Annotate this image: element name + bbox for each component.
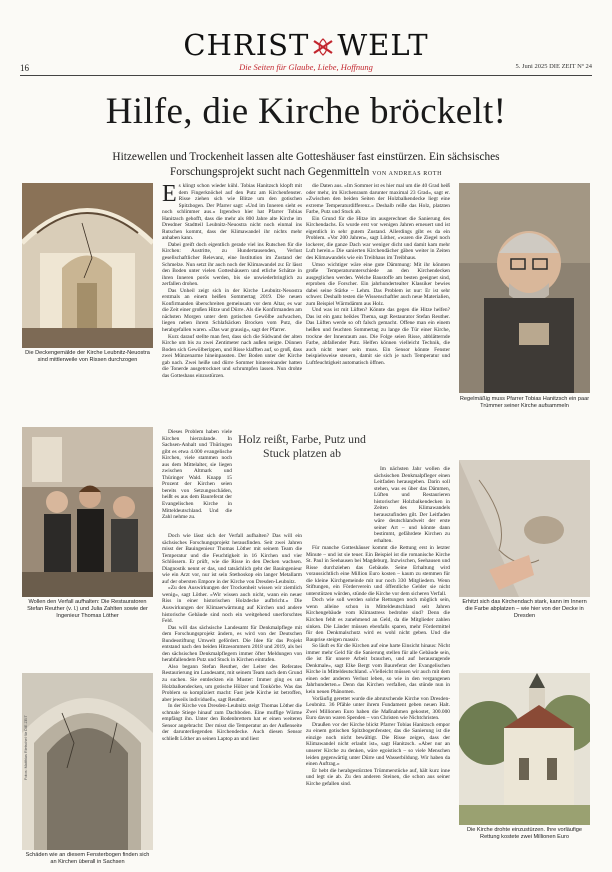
paragraph: Vorläufig gerettet wurde die abrutschende Kirche von Dresden-Leubnitz. 36 Pfähle unter ihrem Fundament geben neuen Halt. Zwei Millionen Euro haben die Maßnahmen gekostet, 300.000 Euro davon waren Spenden – von Christen wie Nichtchristen. <box>306 695 450 722</box>
photo-window <box>22 673 153 850</box>
paragraph: Doch wie lässt sich der Verfall aufhalten? Das will ein sächsisches Forschungsprojekt herausfinden. Seit zwei Jahren misst der Bauingenieur Thomas Löther mit seinem Team die Temperatur und die Feuchtigkeit in 16 Kirchen und vier Schlössern. Er prüft, wie die Risse in den Decken wachsen. Diagnostik nennt er das, und tatsächlich geht der Bauingenieur wie ein Arzt vor, nur ist sein Stethoskop ein langer Metallarm auf der obersten Empore in der Kirche von Dresden-Leubnitz. <box>162 533 302 585</box>
paragraph: Doch wie soll werden solche Rettungen noch möglich sein, wenn alleine schon in Mitteldeutschland seit Jahren Kirchengebäude vom Klimastress bedrohte sind? Denn die Kirchen fehlt es zunehmend an Geld, da die Mitglieder zahlen sinken. Die Länder müssen ebenfalls sparen, mehr Fördermittel für den Denkmalschutz wird es wohl nicht geben. Und die Bauprise steigen massiv. <box>306 597 450 643</box>
paragraph: die Daten aus. »Im Sommer ist es hier mal um die 40 Grad heiß oder mehr, im Kirchenraum darunter maximal 23 Grad«, sagt er. »Zwischen den beiden Seiten der Holzbalkendecke liegt eine extreme Temperaturdifferenz.« Deshalb reiße das Holz, platzten Farbe, Putz und Stuck ab. <box>306 183 450 216</box>
masthead-left: CHRIST <box>183 28 310 62</box>
paragraph: s klingt schon wieder kühl. Tobias Hanitzsch klopft mit dem Fingerknöchel auf den Putz am Kirchenfenster. Risse ziehen sich wie Blitze um den gotischen Spitzbogen. Der Pfarrer sagt: »Und im Inneren sieht es noch schlimmer aus.« Irgendwo hier hat Pfarrer Tobias Hanitzsch gehofft, dass die mehr als 800 Jahre alte Kirche im Dresdner Stadtteil Leubnitz-Neuostra nicht noch einmal ins Rutschen kommt, dass der Klimawandel ihr nichts mehr anhaben kann. <box>162 183 302 242</box>
body-column-2a <box>306 183 450 465</box>
paragraph: Und was ist mit Lüften? Könnte das gegen die Hitze helfen? Das ist ein ganz heikles Thema, sagt Restaurator Stefan Reuther. Das Lüften werde so oft falsch gemacht. Offene man ein einem heißen und feuchten Sommertag zu lange die Tür einer Kirche, trockne der Innenraum aus. Die Folge seien Risse, abblätternde Farbe, abfallender Putz. Helfen können vielleicht Technik, die auch nicht teuer sein muss. Ein Sensor könnte Fenster beispielsweise steuern, damit sie sich je nach Temperatur und Luftfeuchtigkeit automatisch öffnen. <box>306 307 450 366</box>
photo-credit: Fotos: Matthias Rietschel für DIE ZEIT <box>24 715 28 780</box>
body-column-1a <box>162 183 302 428</box>
section-tagline: Die Seiten für Glaube, Liebe, Hoffnung <box>239 62 373 72</box>
paragraph: Dabei greift doch eigentlich gerade viel ins Rutschen für die Kirchen: Austritte, zu Hundertausenden, Verlust gesellschaftlicher Relevanz, eine Institution im Zustand der Schmelze. Nun setzt ihr auch noch der Klimawandel zu: Er lässt den Boden unter vielen Gotteshäusern und etliche Schätze in ihren Inneren porös werden, bis sie unwiederbringlich zu zerfallen drohen. <box>162 241 302 288</box>
body-column-2c <box>306 545 450 853</box>
caption-pastor: Regelmäßig muss Pfarrer Tobias Hanitzsch ein paar Trümmer seiner Kirche aufsammeln <box>459 396 590 409</box>
photo-church <box>459 673 590 825</box>
caption-ceiling: Erhitzt sich das Kirchendach stark, kann im Innern die Farbe abplatzen – wie hier von der Decke in Dresden <box>462 599 587 619</box>
dropcap: E <box>162 183 177 207</box>
masthead <box>0 28 612 62</box>
caption-church: Die Kirche drohte einzustürzen. Ihre vorläufige Rettung kostete zwei Millionen Euro <box>466 827 583 840</box>
paragraph: Im nächsten Jahr wollen die sächsischen Denkmalpfleger einen Leitfaden herausgeben. Darin soll stehen, was es über das Dämmen, Lüften und Restaurieren historischer Holzbalkendecken in Zeiten des Klimawandels herauszufinden gilt. Der Leitfaden wäre deutschlandweit der erste seiner Art – und könnte dann bestimmt, gefährdete Kirchen zu erhalten. <box>374 466 450 544</box>
paragraph: Das will das sächsische Landesamt für Denkmalpflege mit dem Forschungsprojekt ändern, es wird von der Deutschen Bundesstiftung Umwelt gefördert. Die Idee für das Projekt entstand nach den beiden Hitzesommern 2018 und 2019, als bei den sächsischen Denkmalpflegern immer öfter Meldungen von herabfallendem Putz und Stuck in Kirchen eintrafen. <box>162 624 302 664</box>
deck-text: Hitzewellen und Trockenheit lassen alte Gotteshäuser fast einstürzen. Ein sächsisches Forschungsprojekt sucht nach Gegenmitteln <box>112 151 500 178</box>
paragraph: Draußen vor der Kirche blickt Pfarrer Tobias Hanitzsch empor zu einem gotischen Spitzbogenfenster, das die Sanierung ist die einzige noch nicht bewältigt. Die Risse zeigen, dass der Klimawandel nicht erlaubt ist«, sagt Hanitzsch. »Aber nur an unserer Kirche zu denken, wäre egoistisch – so viele Menschen leiden gegenwärtig unter Dürre und Wasserbildung. Wir haben da einen Auftrag.« <box>306 721 450 768</box>
body-column-1b <box>162 429 232 531</box>
paragraph: Kurz darauf stellte man fest, dass sich die Südwand der alten Kirche um bis zu zwei Zentimeter nach außen neigte. Dünnen Boden sich Gewölberippen, und Risse klafften auf, so groß, dass zwei Münzenarme hineinpassten. Der Boden unter der Kirche gab nach. Zwei heiße und dürre Sommer hintereinander hatten die Tonerde ausgetrocknet und schrumpfen lassen. Nun drohte das Gotteshaus einzustürzen. <box>162 333 302 379</box>
paragraph: Dieses Problem haben viele Kirchen hierzulande. In Sachsen-Anhalt und Thüringen gibt es etwa 4.000 evangelische Kirchen, viele stammen noch aus dem Mittelalter, sie liegen zwischen Altmark und Thüringer Wald. Knapp 15 Prozent der Kirchen seien bereits von Setzungsschäden, heißt es aus dem Baureferat der Evangelischen Kirche in Mitteldeutschland. Und die Zahl nehme zu. <box>162 429 232 521</box>
cross-logo-icon <box>311 37 335 57</box>
caption-team: Wollen den Verfall aufhalten: Die Restauratoren Stefan Reuther (v. l.) und Julia Zahlten sowie der Ingenieur Thomas Löther <box>27 599 148 619</box>
caption-vault: Die Deckengemälde der Kirche Leubnitz-Neuostra sind mittlerweile von Rissen durchzogen <box>25 350 150 363</box>
paragraph: Ein Grund für die Hitze im ausgerechnet die Sanierung des Kirchendachs. Es wurde erst vor wenigen Jahren erneuert und ist eigentlich in sehr gutem Zustand. Allerdings gibt es da ein Problem. »Vor 200 Jahren«, sagt Löther, »waren die Ziegel noch lockerer, die ganze Dach war weniger dicht und damit kam mehr Luft herein.« Die sanierten Kirchendächer gäben weiter in Zeiten des Klimawandels wie ein Treibhaus im Treibhaus. <box>306 215 450 262</box>
photo-vault <box>22 183 153 348</box>
caption-window: Schäden wie an diesem Fensterbogen finden sich an Kirchen überall in Sachsen <box>25 852 150 865</box>
paragraph: Also begann Stefan Reuther, der Leiter des Referates Restaurierung im Landesamt, mit seinem Team nach dem Grund zu suchen. Sie entdeckten ein Muster: Immer ging es um Holzbalkendecken, um gotische Hölzer und Tonkörbe. Was das Problem so kompliziert macht: Fast jede Kirche ist betroffen, aber jeweils individuell«, sagt Reuther. <box>162 663 302 703</box>
byline: VON ANDREAS ROTH <box>372 170 442 177</box>
photo-pastor <box>459 183 590 393</box>
body-column-2b <box>374 466 450 544</box>
paragraph: Das Unheil zeigt sich in der Kirche Leubnitz-Neuostra erstmals an einem heißen Sommertag 2019. Die neuen Konfirmanden überschreiten gemeinsam vor dem Altar, es war die Zeit einer großen Hitze und Dürre. Als die Konfirmanden am nächsten Morgen unter dem gotischen Gewölbe aufwachen, liegen neben ihrem Schlafsäcken Brocken vom Putz, die herabgefallen waren. »Das war grausig«, sagt der Pfarrer. <box>162 287 302 334</box>
photo-team <box>22 427 153 597</box>
header-rule <box>20 75 592 76</box>
paragraph: »Zu den Auswirkungen der Trockenheit wissen wir ziemlich wenig«, sagt Löther. »Wir wissen auch nicht, wann ein neuer Riss in einer historischen Holzdecke aufbricht.« Die Auswirkungen der Klimaerwärmung auf Kirchen und andere historische Gebäude sind noch ein weitgehend unerforschtes Feld. <box>162 585 302 625</box>
paragraph: Umso wichtiger wäre eine gute Dämmung: Mit ihr könnten große Temperaturunterschiede an den Kirchendecken ausgeglichen werden. Welche Baustoffe am besten geeignet sind, erproben die Forscher. Ein jahrhundertealter Klassiker bewies dabei seine Stärke – Lehm. Das Problem ist nur: Er ist sehr schwer. Deshalb testen die Wissenschaftler auch neue Materialien, zum Beispiel Wärmdämm aus Holz. <box>306 261 450 307</box>
masthead-right: WELT <box>337 28 429 62</box>
photo-ceiling <box>459 460 590 597</box>
body-column-1c <box>162 533 302 853</box>
paragraph: In der Kirche von Dresden-Leubnitz steigt Thomas Löther die schmale Stiege hinauf zum Dachboden. Eine muffige Wärme empfängt ihn. Unter den Bodenbrettern hat er einen weiteren Sensor angebracht: Der misst die Temperatur an der Außenseite der darunterliegenden Kirchendecke. Auch diesen Sensor schließt Löther an seinen Laptop an und liest <box>162 703 302 742</box>
headline: Hilfe, die Kirche bröckelt! <box>105 91 507 132</box>
page-number: 16 <box>20 63 29 73</box>
paragraph: So läuft es für die Kirchen auf eine harte Einsicht hinaus: Nicht immer mehr Geld für die Sanierung stellen für alle Gebäude sein, die ist für unsere Arbeit brauchen, und auf herausragende Denkmale«, sagt Elke Bergt vom Baureferat der Evangelischen Kirche in Mitteldeutschland. »Vielleicht müssen wir auch mit dem einen oder anderen Verlust leben, so wie in den vergangenen Jahrhunderten.« Denn das Kirchen verfallen, das stünde nun in kein neuen Phänomen. <box>306 643 450 696</box>
paragraph: Er hebt die herabgestürzten Trümmerstücke auf, hält kurz inne und legt sie ab. Zu den anderen Steinen, die schon aus seiner Kirche gefallen sind. <box>306 767 450 787</box>
paragraph: Für manche Gotteshäuser kommt die Rettung erst in letzter Minute – und ist sie teuer. Ein Beispiel ist die romanische Kirche St. Paul in Seehausen bei Magdeburg. Inzwischen, Seehausen und Risse durchziehen das Gebäude. Seine Erhaltung wird voraussichtlich eine Million Euro kosten – kaum zu stemmen für die kleine Kirchgemeinde mit nur noch 330 Mitgliedern. Wenn Stiftungen, ein Förderverein und öffentliche Gelder sie nicht unterstützen würden, stünde die Kirche vor dem sicheren Verfall. <box>306 545 450 597</box>
pull-quote: Holz reißt, Farbe, Putz und Stuck platzen ab <box>238 432 366 460</box>
deck <box>98 150 514 181</box>
dateline: 5. Juni 2025 DIE ZEIT Nº 24 <box>515 63 592 70</box>
